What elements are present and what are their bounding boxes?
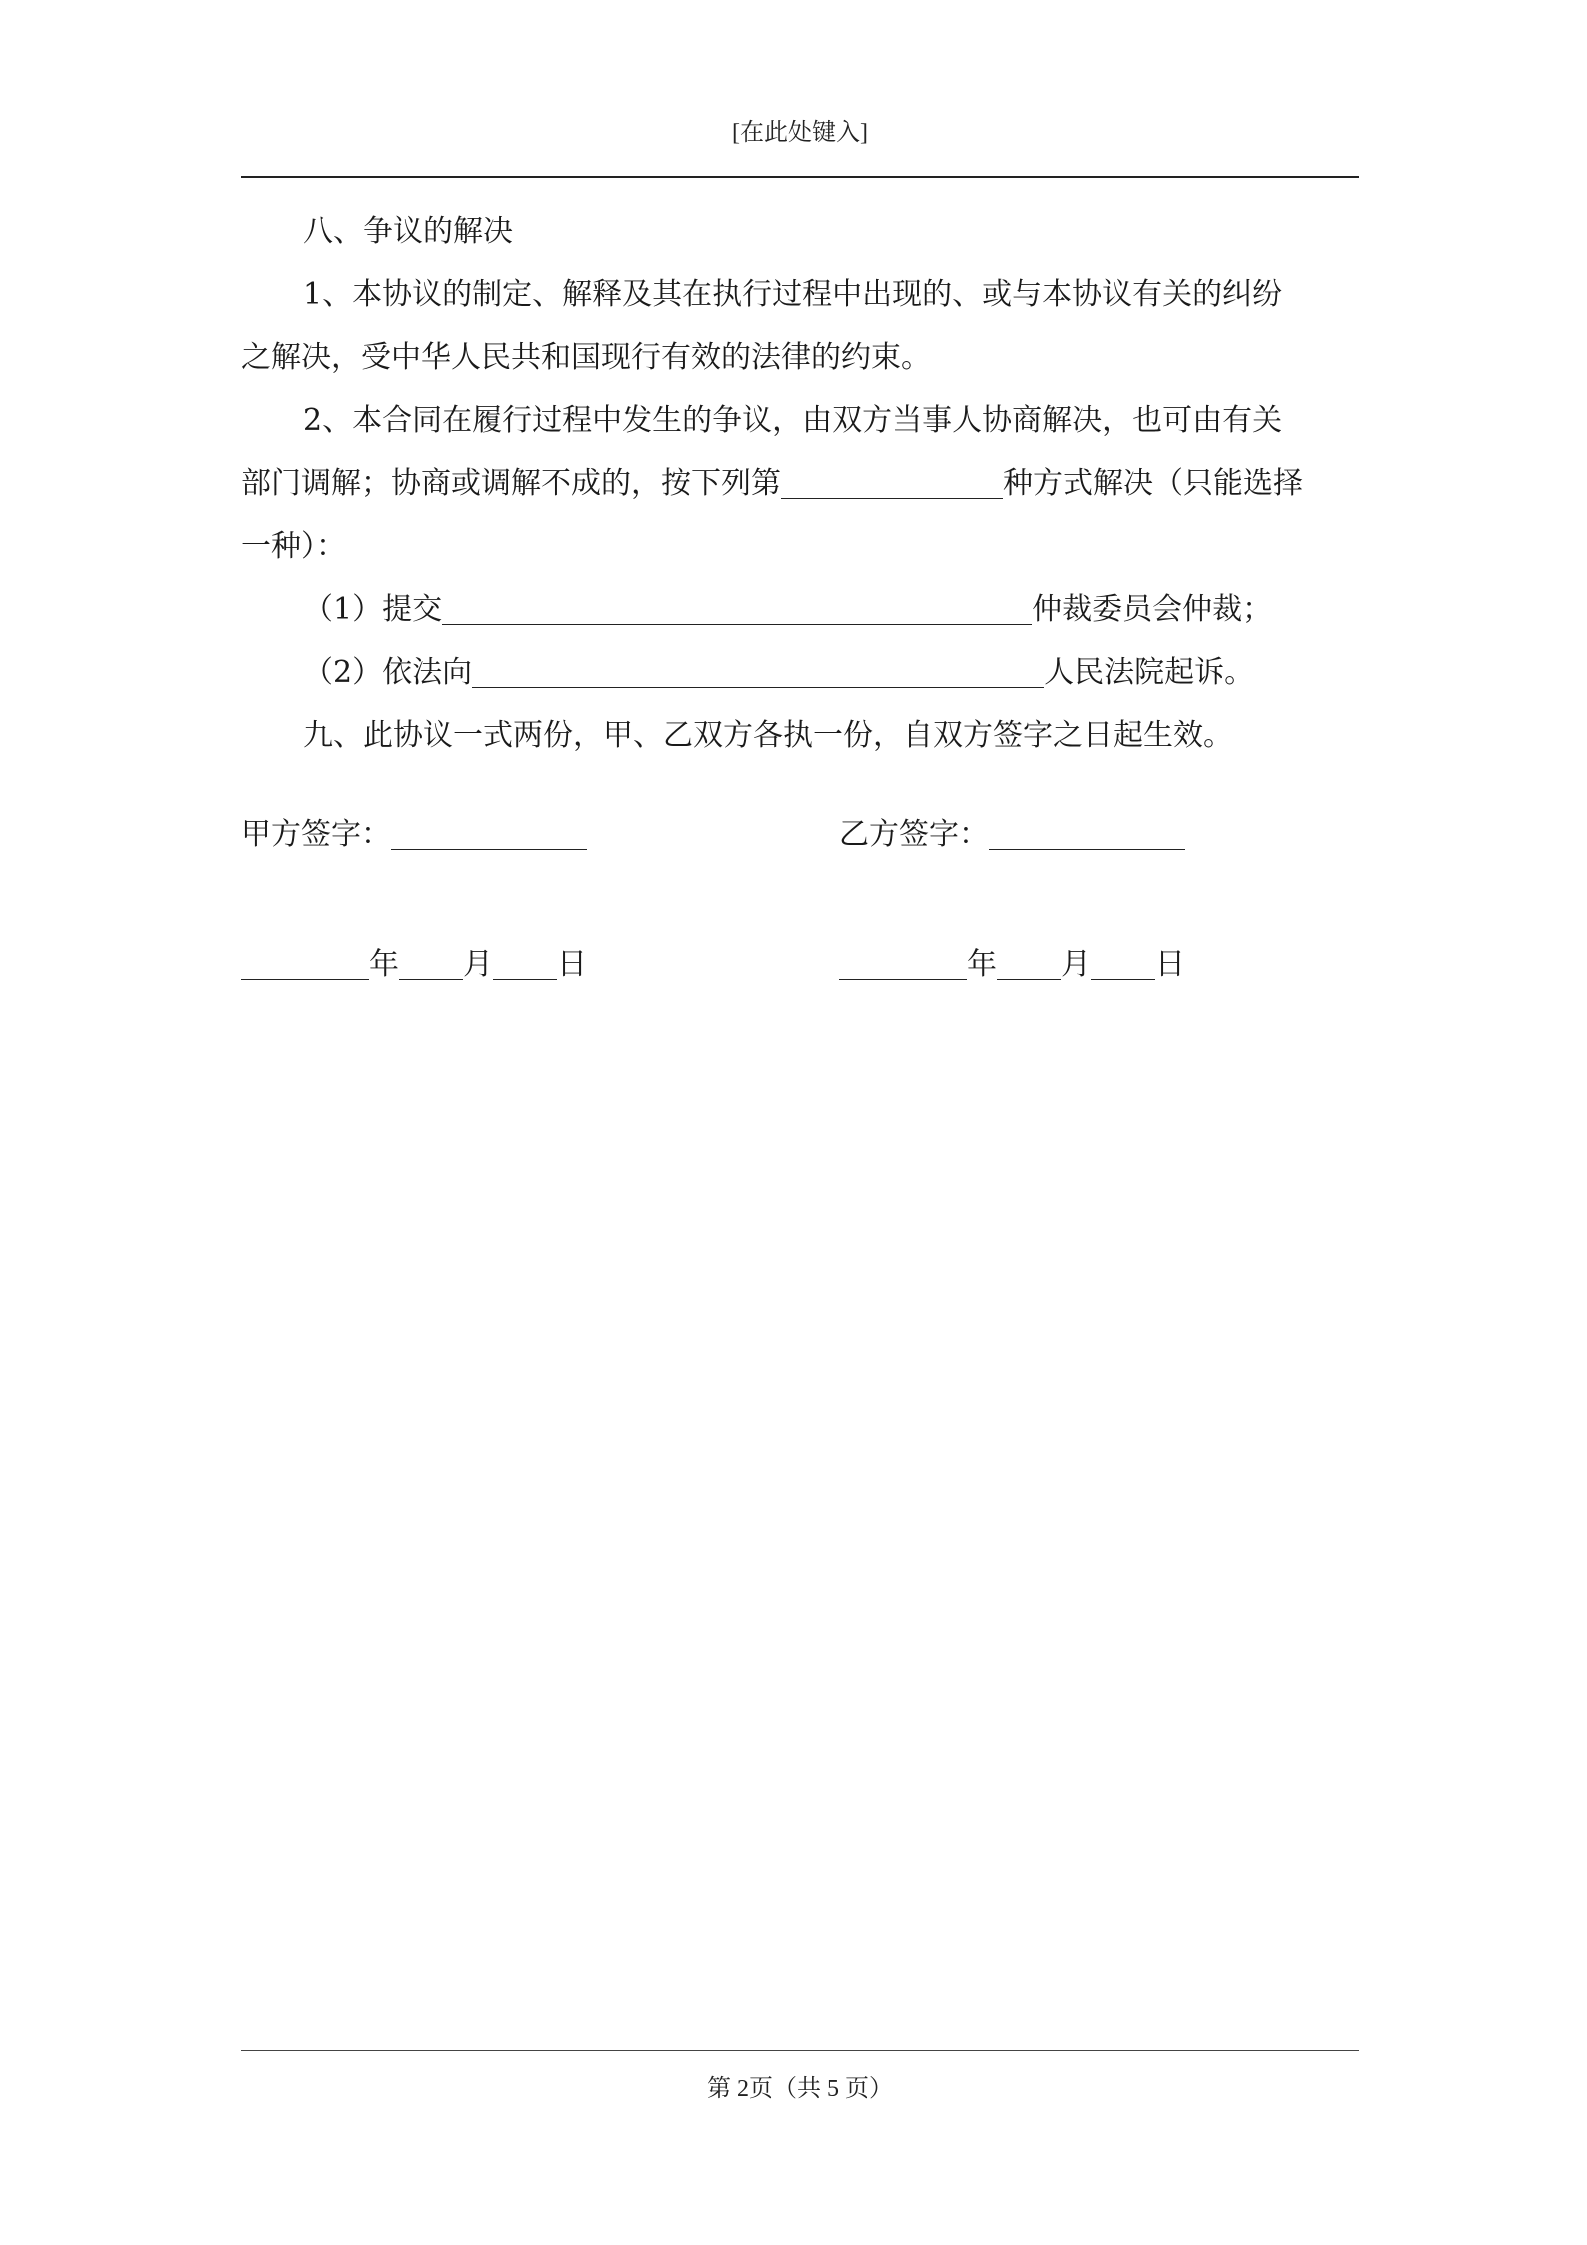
header-rule	[241, 176, 1359, 178]
clause-2-line-2	[241, 452, 1359, 515]
dispute-method-blank[interactable]	[781, 468, 1003, 499]
party-a-day-blank[interactable]	[493, 949, 557, 980]
party-a-date	[241, 945, 587, 985]
party-a-month-label: 月	[463, 947, 493, 982]
option-2-text-b: 人民法院起诉。	[1044, 655, 1255, 690]
party-b-signature-blank[interactable]	[989, 819, 1185, 850]
clause-2-text-a: 部门调解；协商或调解不成的，按下列第	[241, 466, 781, 501]
page-header: [在此处键入]	[732, 120, 868, 146]
party-b-day-label: 日	[1155, 947, 1185, 982]
section-9-text: 九、此协议一式两份，甲、乙双方各执一份，自双方签字之日起生效。	[303, 718, 1233, 753]
party-a-year-blank[interactable]	[241, 949, 369, 980]
page-number: 第 2页（共 5 页）	[707, 2076, 893, 2102]
party-b-day-blank[interactable]	[1091, 949, 1155, 980]
party-b-date	[839, 945, 1185, 985]
document-body	[241, 200, 1359, 767]
option-1-text-b: 仲裁委员会仲裁；	[1032, 592, 1273, 627]
party-a-signature	[241, 815, 587, 855]
party-b-year-label: 年	[967, 947, 997, 982]
option-2-line	[241, 641, 1359, 704]
party-b-year-blank[interactable]	[839, 949, 967, 980]
party-b-signature	[839, 815, 1185, 855]
clause-2-line-1: 2、本合同在履行过程中发生的争议，由双方当事人协商解决，也可由有关	[303, 403, 1283, 438]
section-8-title: 八、争议的解决	[303, 214, 513, 249]
option-1-text-a: （1）提交	[303, 592, 443, 627]
option-1-line	[241, 578, 1359, 641]
party-a-year-label: 年	[369, 947, 399, 982]
arbitration-committee-blank[interactable]	[442, 594, 1032, 625]
clause-2-line-3: 一种）：	[241, 529, 346, 564]
party-a-month-blank[interactable]	[399, 949, 463, 980]
party-a-day-label: 日	[557, 947, 587, 982]
party-a-label: 甲方签字：	[241, 817, 391, 852]
party-a-signature-blank[interactable]	[391, 819, 587, 850]
clause-1-line-1: 1、本协议的制定、解释及其在执行过程中出现的、或与本协议有关的纠纷	[303, 277, 1283, 312]
clause-2-text-b: 种方式解决（只能选择	[1003, 466, 1303, 501]
clause-1-line-2: 之解决，受中华人民共和国现行有效的法律的约束。	[241, 340, 931, 375]
party-b-month-label: 月	[1061, 947, 1091, 982]
party-b-month-blank[interactable]	[997, 949, 1061, 980]
option-2-text-a: （2）依法向	[303, 655, 473, 690]
party-b-label: 乙方签字：	[839, 817, 989, 852]
footer-rule	[241, 2050, 1359, 2051]
court-blank[interactable]	[472, 657, 1044, 688]
